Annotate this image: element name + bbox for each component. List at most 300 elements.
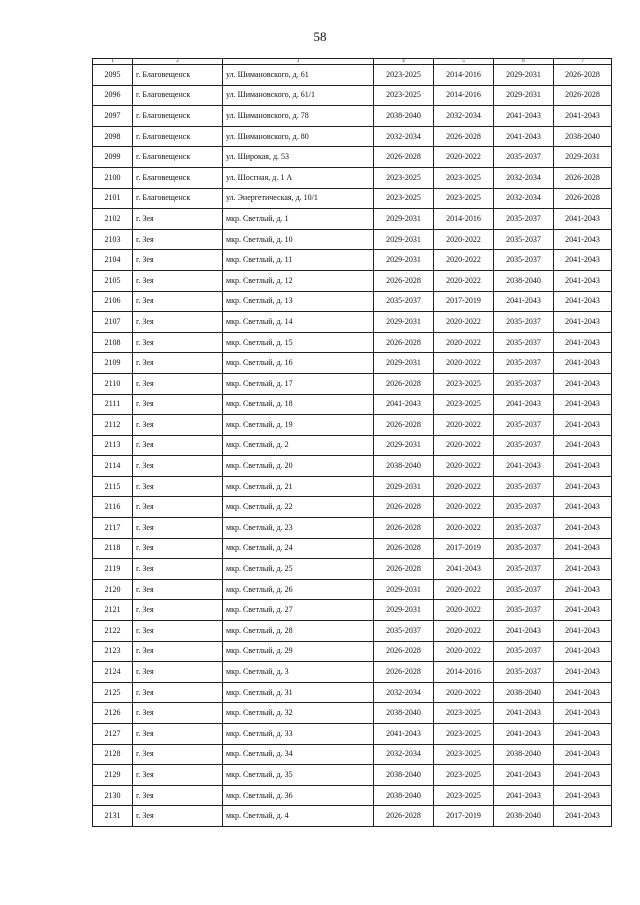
year-col-4-cell: 2023-2025 [374,65,434,86]
table-row [93,497,612,518]
year-col-4-cell: 2035-2037 [374,291,434,312]
address-cell: мкр. Светлый, д. 15 [223,332,374,353]
table-row [93,765,612,786]
year-col-5-cell: 2017-2019 [434,291,494,312]
table-row [93,744,612,765]
address-cell: ул. Шимановского, д. 80 [223,126,374,147]
year-col-7-cell: 2041-2043 [554,744,612,765]
year-col-7-cell: 2041-2043 [554,785,612,806]
row-number-cell: 2130 [93,785,133,806]
year-col-6-cell: 2035-2037 [494,229,554,250]
year-col-6-cell: 2035-2037 [494,600,554,621]
year-col-5-cell: 2023-2025 [434,167,494,188]
year-col-5-cell: 2017-2019 [434,806,494,827]
year-col-5-cell: 2020-2022 [434,415,494,436]
column-number-7: 7 [554,59,612,65]
address-cell: мкр. Светлый, д. 27 [223,600,374,621]
city-cell: г. Благовещенск [133,85,223,106]
table-row [93,703,612,724]
table-row [93,559,612,580]
year-col-6-cell: 2035-2037 [494,332,554,353]
year-col-4-cell: 2026-2028 [374,332,434,353]
city-cell: г. Зея [133,806,223,827]
year-col-4-cell: 2035-2037 [374,621,434,642]
city-cell: г. Зея [133,209,223,230]
year-col-5-cell: 2023-2025 [434,765,494,786]
year-col-4-cell: 2038-2040 [374,765,434,786]
city-cell: г. Зея [133,353,223,374]
row-number-cell: 2097 [93,106,133,127]
year-col-6-cell: 2041-2043 [494,126,554,147]
year-col-7-cell: 2041-2043 [554,476,612,497]
row-number-cell: 2112 [93,415,133,436]
row-number-cell: 2101 [93,188,133,209]
year-col-5-cell: 2020-2022 [434,497,494,518]
address-cell: мкр. Светлый, д. 31 [223,682,374,703]
address-cell: ул. Шимановского, д. 61/1 [223,85,374,106]
year-col-4-cell: 2029-2031 [374,476,434,497]
year-col-5-cell: 2020-2022 [434,621,494,642]
row-number-cell: 2128 [93,744,133,765]
year-col-7-cell: 2041-2043 [554,312,612,333]
year-col-7-cell: 2041-2043 [554,332,612,353]
city-cell: г. Зея [133,538,223,559]
row-number-cell: 2108 [93,332,133,353]
table-row [93,435,612,456]
table-row [93,518,612,539]
address-cell: мкр. Светлый, д. 26 [223,579,374,600]
address-cell: мкр. Светлый, д. 18 [223,394,374,415]
row-number-cell: 2105 [93,270,133,291]
year-col-4-cell: 2026-2028 [374,415,434,436]
address-cell: мкр. Светлый, д. 29 [223,641,374,662]
year-col-6-cell: 2041-2043 [494,394,554,415]
city-cell: г. Зея [133,270,223,291]
year-col-5-cell: 2020-2022 [434,682,494,703]
year-col-6-cell: 2038-2040 [494,270,554,291]
table-row [93,291,612,312]
row-number-cell: 2109 [93,353,133,374]
year-col-6-cell: 2041-2043 [494,765,554,786]
address-cell: мкр. Светлый, д. 2 [223,435,374,456]
table-row [93,456,612,477]
year-col-5-cell: 2020-2022 [434,641,494,662]
city-cell: г. Зея [133,662,223,683]
year-col-4-cell: 2026-2028 [374,662,434,683]
table-row [93,682,612,703]
year-col-5-cell: 2032-2034 [434,106,494,127]
row-number-cell: 2100 [93,167,133,188]
address-cell: мкр. Светлый, д. 3 [223,662,374,683]
year-col-5-cell: 2017-2019 [434,538,494,559]
row-number-cell: 2118 [93,538,133,559]
address-cell: мкр. Светлый, д. 25 [223,559,374,580]
year-col-7-cell: 2041-2043 [554,703,612,724]
address-cell: мкр. Светлый, д. 17 [223,373,374,394]
year-col-4-cell: 2026-2028 [374,559,434,580]
column-number-6: 6 [494,59,554,65]
address-cell: ул. Широкая, д. 53 [223,147,374,168]
year-col-6-cell: 2041-2043 [494,621,554,642]
row-number-cell: 2115 [93,476,133,497]
year-col-7-cell: 2041-2043 [554,106,612,127]
row-number-cell: 2125 [93,682,133,703]
address-cell: мкр. Светлый, д. 23 [223,518,374,539]
year-col-5-cell: 2020-2022 [434,147,494,168]
row-number-cell: 2102 [93,209,133,230]
year-col-7-cell: 2041-2043 [554,250,612,271]
year-col-5-cell: 2020-2022 [434,435,494,456]
year-col-5-cell: 2023-2025 [434,703,494,724]
year-col-6-cell: 2035-2037 [494,353,554,374]
city-cell: г. Благовещенск [133,106,223,127]
row-number-cell: 2127 [93,724,133,745]
year-col-4-cell: 2029-2031 [374,579,434,600]
year-col-4-cell: 2026-2028 [374,518,434,539]
column-number-2: 2 [133,59,223,65]
year-col-6-cell: 2041-2043 [494,106,554,127]
table-row [93,724,612,745]
housing-register-table [92,58,612,827]
year-col-4-cell: 2029-2031 [374,600,434,621]
year-col-7-cell: 2041-2043 [554,538,612,559]
city-cell: г. Зея [133,250,223,271]
city-cell: г. Зея [133,394,223,415]
year-col-5-cell: 2023-2025 [434,394,494,415]
year-col-6-cell: 2035-2037 [494,518,554,539]
row-number-cell: 2111 [93,394,133,415]
year-col-6-cell: 2035-2037 [494,497,554,518]
year-col-7-cell: 2041-2043 [554,662,612,683]
year-col-4-cell: 2038-2040 [374,456,434,477]
year-col-6-cell: 2032-2034 [494,188,554,209]
address-cell: мкр. Светлый, д. 24 [223,538,374,559]
year-col-5-cell: 2020-2022 [434,332,494,353]
row-number-cell: 2107 [93,312,133,333]
row-number-cell: 2113 [93,435,133,456]
year-col-4-cell: 2029-2031 [374,312,434,333]
year-col-4-cell: 2026-2028 [374,641,434,662]
year-col-6-cell: 2041-2043 [494,291,554,312]
table-row [93,415,612,436]
table-row [93,641,612,662]
row-number-cell: 2106 [93,291,133,312]
city-cell: г. Зея [133,518,223,539]
table-row [93,126,612,147]
year-col-6-cell: 2041-2043 [494,703,554,724]
year-col-4-cell: 2026-2028 [374,373,434,394]
table-row [93,106,612,127]
city-cell: г. Зея [133,724,223,745]
row-number-cell: 2119 [93,559,133,580]
row-number-cell: 2098 [93,126,133,147]
table-row [93,65,612,86]
year-col-7-cell: 2041-2043 [554,600,612,621]
year-col-6-cell: 2035-2037 [494,662,554,683]
year-col-4-cell: 2038-2040 [374,785,434,806]
table-row [93,394,612,415]
year-col-5-cell: 2023-2025 [434,188,494,209]
city-cell: г. Зея [133,785,223,806]
year-col-5-cell: 2020-2022 [434,476,494,497]
table-row [93,579,612,600]
table-row [93,250,612,271]
city-cell: г. Благовещенск [133,188,223,209]
table-row [93,209,612,230]
year-col-4-cell: 2029-2031 [374,229,434,250]
year-col-5-cell: 2020-2022 [434,579,494,600]
table-row [93,662,612,683]
city-cell: г. Зея [133,621,223,642]
table-row [93,621,612,642]
city-cell: г. Зея [133,497,223,518]
year-col-4-cell: 2041-2043 [374,394,434,415]
year-col-7-cell: 2041-2043 [554,765,612,786]
year-col-4-cell: 2029-2031 [374,209,434,230]
year-col-6-cell: 2035-2037 [494,476,554,497]
year-col-7-cell: 2041-2043 [554,394,612,415]
year-col-4-cell: 2026-2028 [374,497,434,518]
address-cell: ул. Шимановского, д. 78 [223,106,374,127]
row-number-cell: 2123 [93,641,133,662]
column-number-1: 1 [93,59,133,65]
row-number-cell: 2124 [93,662,133,683]
year-col-4-cell: 2023-2025 [374,188,434,209]
city-cell: г. Зея [133,312,223,333]
table-row [93,476,612,497]
year-col-6-cell: 2029-2031 [494,65,554,86]
city-cell: г. Зея [133,476,223,497]
column-number-3: 3 [223,59,374,65]
year-col-5-cell: 2020-2022 [434,250,494,271]
year-col-5-cell: 2020-2022 [434,312,494,333]
row-number-cell: 2120 [93,579,133,600]
year-col-4-cell: 2029-2031 [374,435,434,456]
city-cell: г. Зея [133,373,223,394]
year-col-7-cell: 2041-2043 [554,456,612,477]
city-cell: г. Зея [133,641,223,662]
address-cell: мкр. Светлый, д. 11 [223,250,374,271]
table-row [93,229,612,250]
year-col-5-cell: 2023-2025 [434,785,494,806]
city-cell: г. Зея [133,682,223,703]
year-col-6-cell: 2038-2040 [494,682,554,703]
year-col-7-cell: 2041-2043 [554,559,612,580]
row-number-cell: 2116 [93,497,133,518]
year-col-5-cell: 2023-2025 [434,373,494,394]
city-cell: г. Зея [133,559,223,580]
year-col-5-cell: 2014-2016 [434,65,494,86]
year-col-5-cell: 2020-2022 [434,229,494,250]
row-number-cell: 2099 [93,147,133,168]
address-cell: мкр. Светлый, д. 28 [223,621,374,642]
city-cell: г. Благовещенск [133,167,223,188]
year-col-6-cell: 2035-2037 [494,312,554,333]
year-col-4-cell: 2026-2028 [374,147,434,168]
table-row [93,785,612,806]
city-cell: г. Зея [133,744,223,765]
year-col-6-cell: 2029-2031 [494,85,554,106]
year-col-4-cell: 2032-2034 [374,682,434,703]
table-row [93,85,612,106]
year-col-7-cell: 2041-2043 [554,415,612,436]
address-cell: мкр. Светлый, д. 21 [223,476,374,497]
city-cell: г. Зея [133,579,223,600]
year-col-7-cell: 2041-2043 [554,621,612,642]
year-col-6-cell: 2035-2037 [494,538,554,559]
year-col-7-cell: 2041-2043 [554,641,612,662]
year-col-7-cell: 2041-2043 [554,435,612,456]
city-cell: г. Зея [133,600,223,621]
year-col-6-cell: 2035-2037 [494,641,554,662]
address-cell: ул. Шосгная, д. 1 А [223,167,374,188]
table-row [93,600,612,621]
year-col-7-cell: 2041-2043 [554,353,612,374]
address-cell: мкр. Светлый, д. 12 [223,270,374,291]
address-cell: мкр. Светлый, д. 19 [223,415,374,436]
year-col-4-cell: 2026-2028 [374,806,434,827]
year-col-7-cell: 2041-2043 [554,579,612,600]
year-col-7-cell: 2026-2028 [554,188,612,209]
year-col-4-cell: 2023-2025 [374,167,434,188]
address-cell: мкр. Светлый, д. 33 [223,724,374,745]
address-cell: мкр. Светлый, д. 22 [223,497,374,518]
year-col-5-cell: 2014-2016 [434,209,494,230]
year-col-4-cell: 2032-2034 [374,126,434,147]
table-row [93,167,612,188]
year-col-6-cell: 2035-2037 [494,559,554,580]
table-row [93,806,612,827]
address-cell: мкр. Светлый, д. 32 [223,703,374,724]
year-col-4-cell: 2029-2031 [374,250,434,271]
city-cell: г. Зея [133,435,223,456]
year-col-6-cell: 2035-2037 [494,209,554,230]
year-col-7-cell: 2026-2028 [554,65,612,86]
year-col-6-cell: 2038-2040 [494,744,554,765]
address-cell: мкр. Светлый, д. 36 [223,785,374,806]
year-col-7-cell: 2038-2040 [554,126,612,147]
row-number-cell: 2095 [93,65,133,86]
year-col-5-cell: 2020-2022 [434,518,494,539]
table-row [93,538,612,559]
year-col-5-cell: 2023-2025 [434,724,494,745]
row-number-cell: 2121 [93,600,133,621]
address-cell: мкр. Светлый, д. 20 [223,456,374,477]
year-col-6-cell: 2035-2037 [494,415,554,436]
table-row [93,147,612,168]
year-col-4-cell: 2032-2034 [374,744,434,765]
table-row [93,270,612,291]
table-row [93,312,612,333]
year-col-7-cell: 2041-2043 [554,373,612,394]
year-col-7-cell: 2029-2031 [554,147,612,168]
row-number-cell: 2104 [93,250,133,271]
row-number-cell: 2122 [93,621,133,642]
year-col-6-cell: 2038-2040 [494,806,554,827]
city-cell: г. Благовещенск [133,65,223,86]
table-row [93,332,612,353]
year-col-7-cell: 2041-2043 [554,806,612,827]
year-col-7-cell: 2041-2043 [554,229,612,250]
year-col-5-cell: 2014-2016 [434,85,494,106]
year-col-5-cell: 2020-2022 [434,600,494,621]
page-number: 58 [313,29,327,44]
year-col-6-cell: 2041-2043 [494,785,554,806]
row-number-cell: 2131 [93,806,133,827]
address-cell: мкр. Светлый, д. 1 [223,209,374,230]
year-col-6-cell: 2035-2037 [494,147,554,168]
city-cell: г. Зея [133,229,223,250]
address-cell: мкр. Светлый, д. 14 [223,312,374,333]
year-col-7-cell: 2026-2028 [554,167,612,188]
year-col-7-cell: 2041-2043 [554,270,612,291]
year-col-6-cell: 2032-2034 [494,167,554,188]
city-cell: г. Зея [133,415,223,436]
year-col-6-cell: 2035-2037 [494,579,554,600]
year-col-4-cell: 2041-2043 [374,724,434,745]
address-cell: мкр. Светлый, д. 13 [223,291,374,312]
year-col-5-cell: 2041-2043 [434,559,494,580]
address-cell: ул. Энергетическая, д. 10/1 [223,188,374,209]
address-cell: мкр. Светлый, д. 35 [223,765,374,786]
year-col-7-cell: 2041-2043 [554,209,612,230]
row-number-cell: 2114 [93,456,133,477]
city-cell: г. Благовещенск [133,126,223,147]
city-cell: г. Зея [133,765,223,786]
address-cell: мкр. Светлый, д. 4 [223,806,374,827]
year-col-7-cell: 2041-2043 [554,518,612,539]
year-col-4-cell: 2026-2028 [374,270,434,291]
city-cell: г. Зея [133,456,223,477]
year-col-6-cell: 2035-2037 [494,250,554,271]
year-col-5-cell: 2020-2022 [434,353,494,374]
year-col-7-cell: 2041-2043 [554,497,612,518]
year-col-7-cell: 2041-2043 [554,291,612,312]
address-cell: мкр. Светлый, д. 34 [223,744,374,765]
row-number-cell: 2129 [93,765,133,786]
year-col-7-cell: 2026-2028 [554,85,612,106]
year-col-4-cell: 2038-2040 [374,703,434,724]
year-col-6-cell: 2041-2043 [494,456,554,477]
city-cell: г. Зея [133,291,223,312]
row-number-cell: 2126 [93,703,133,724]
city-cell: г. Зея [133,332,223,353]
year-col-5-cell: 2026-2028 [434,126,494,147]
city-cell: г. Зея [133,703,223,724]
table-row [93,353,612,374]
year-col-4-cell: 2029-2031 [374,353,434,374]
year-col-5-cell: 2014-2016 [434,662,494,683]
year-col-6-cell: 2035-2037 [494,435,554,456]
year-col-4-cell: 2026-2028 [374,538,434,559]
year-col-5-cell: 2020-2022 [434,456,494,477]
table-row [93,373,612,394]
year-col-7-cell: 2041-2043 [554,724,612,745]
row-number-cell: 2110 [93,373,133,394]
row-number-cell: 2117 [93,518,133,539]
row-number-cell: 2096 [93,85,133,106]
year-col-6-cell: 2035-2037 [494,373,554,394]
city-cell: г. Благовещенск [133,147,223,168]
year-col-4-cell: 2038-2040 [374,106,434,127]
table-row [93,188,612,209]
row-number-cell: 2103 [93,229,133,250]
address-cell: мкр. Светлый, д. 16 [223,353,374,374]
year-col-7-cell: 2041-2043 [554,682,612,703]
column-number-4: 4 [374,59,434,65]
address-cell: ул. Шимановского, д. 61 [223,65,374,86]
column-number-5: 5 [434,59,494,65]
